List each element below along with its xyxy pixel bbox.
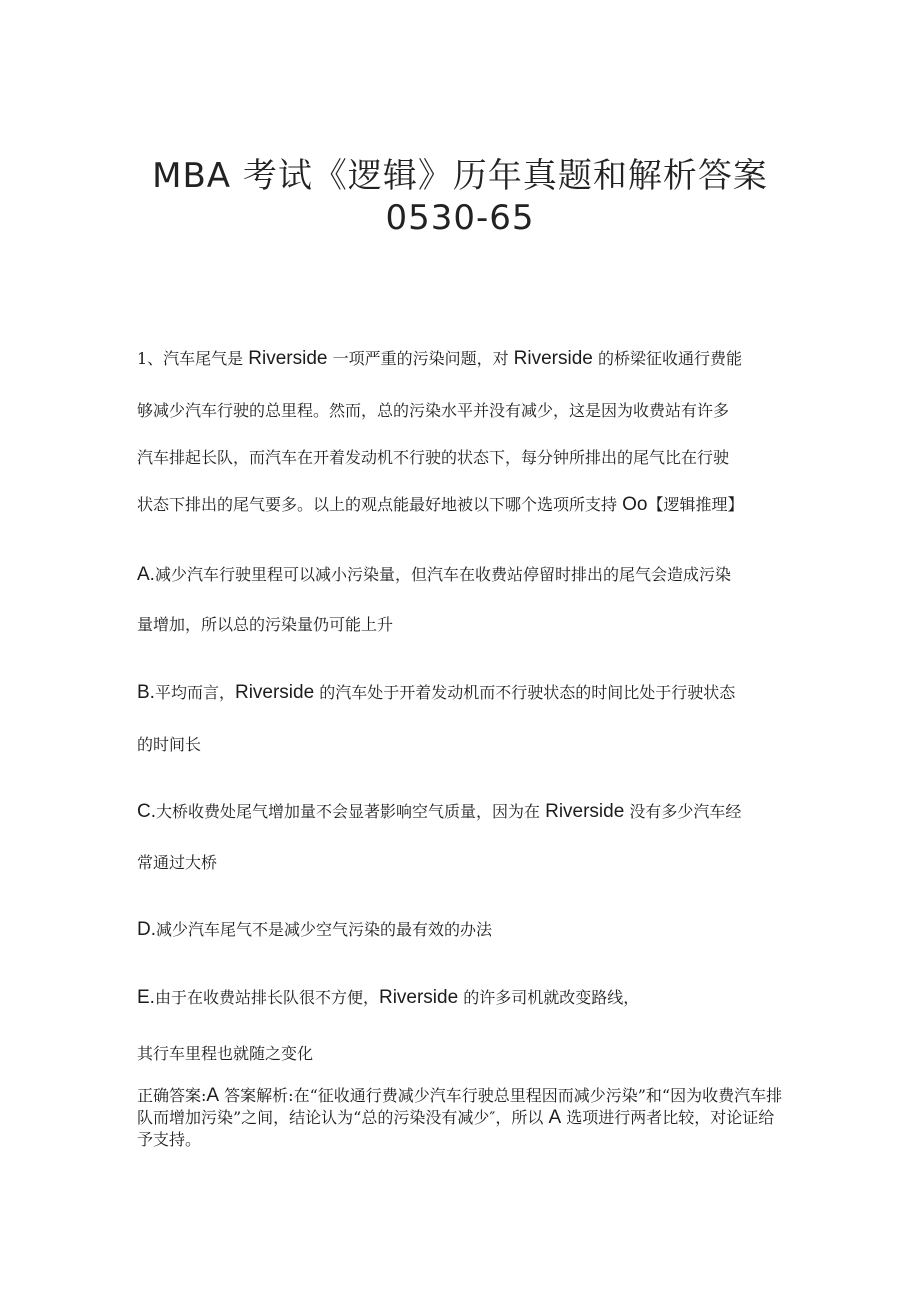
option-c-line-2 bbox=[137, 852, 217, 874]
question-line-2 bbox=[137, 400, 729, 422]
option-text: 大桥收费处尾气增加量不会显著影响空气质量，因为在 bbox=[156, 802, 546, 821]
option-text: 没有多少汽车经 bbox=[624, 802, 742, 821]
answer-letter: A bbox=[206, 1085, 220, 1106]
question-line-1 bbox=[137, 348, 742, 370]
document-title-line1: MBA 考试《逻辑》历年真题和解析答案 bbox=[152, 156, 768, 196]
answer-explanation bbox=[137, 1085, 787, 1151]
question-text: 一项严重的污染问题，对 bbox=[327, 349, 514, 368]
answer-text: 答案解析:在“征收通行费减少汽车行驶总里程因而减少污染”和“因为收费汽车排队而增加污染”之间，结论认为“总的污染没有减少″，所以 bbox=[137, 1086, 783, 1127]
option-e-line-2 bbox=[137, 1043, 313, 1065]
question-term-riverside: Riverside bbox=[513, 348, 593, 369]
option-label: B. bbox=[137, 682, 155, 703]
option-term-riverside: Riverside bbox=[234, 682, 315, 703]
option-d-line-1 bbox=[137, 919, 492, 941]
question-category: 【逻辑推理】 bbox=[647, 495, 744, 514]
option-label: D. bbox=[137, 919, 156, 940]
option-text: 减少汽车行驶里程可以减小污染量，但汽车在收费站停留时排出的尾气会造成污染 bbox=[154, 565, 731, 584]
question-artifact: Oo bbox=[622, 494, 648, 515]
answer-letter: A bbox=[548, 1107, 562, 1128]
question-text: 汽车排起长队，而汽车在开着发动机不行驶的状态下，每分钟所排出的尾气比在行驶 bbox=[137, 448, 730, 467]
option-text: 其行车里程也就随之变化 bbox=[137, 1044, 314, 1063]
option-a-line-1 bbox=[137, 564, 731, 586]
option-text: 平均而言， bbox=[154, 683, 235, 702]
option-text: 减少汽车尾气不是减少空气污染的最有效的办法 bbox=[156, 920, 493, 939]
option-b-line-1 bbox=[137, 682, 735, 704]
option-text: 的汽车处于开着发动机而不行驶状态的时间比处于行驶状态 bbox=[314, 683, 736, 702]
option-term-riverside: Riverside bbox=[545, 801, 625, 822]
question-text: 够减少汽车行驶的总里程。然而，总的污染水平并没有减少，这是因为收费站有许多 bbox=[137, 401, 730, 420]
answer-text: 选项进行两者比较，对论证给予支持。 bbox=[137, 1108, 775, 1149]
answer-prefix: 正确答案: bbox=[137, 1086, 207, 1105]
option-b-line-2 bbox=[137, 734, 201, 756]
document-title-line2: 0530-65 bbox=[385, 198, 535, 238]
question-text: 状态下排出的尾气要多。以上的观点能最好地被以下哪个选项所支持 bbox=[137, 495, 623, 514]
option-e-line-1 bbox=[137, 987, 639, 1009]
option-c-line-1 bbox=[137, 801, 741, 823]
option-label: C. bbox=[137, 801, 156, 822]
question-text: 1、汽车尾气是 bbox=[137, 349, 249, 368]
option-a-line-2 bbox=[137, 614, 393, 636]
option-label: A. bbox=[137, 564, 155, 585]
question-text: 的桥梁征收通行费能 bbox=[592, 349, 742, 368]
option-text: 量增加，所以总的污染量仍可能上升 bbox=[137, 615, 394, 634]
question-line-4 bbox=[137, 494, 743, 516]
option-term-riverside: Riverside bbox=[378, 987, 459, 1008]
question-term-riverside: Riverside bbox=[248, 348, 328, 369]
option-label: E. bbox=[137, 987, 155, 1008]
option-text: 的时间长 bbox=[137, 735, 202, 754]
option-text: 常通过大桥 bbox=[137, 853, 218, 872]
question-line-3 bbox=[137, 447, 729, 469]
option-text: 的许多司机就改变路线， bbox=[458, 988, 640, 1007]
option-text: 由于在收费站排长队很不方便， bbox=[154, 988, 379, 1007]
